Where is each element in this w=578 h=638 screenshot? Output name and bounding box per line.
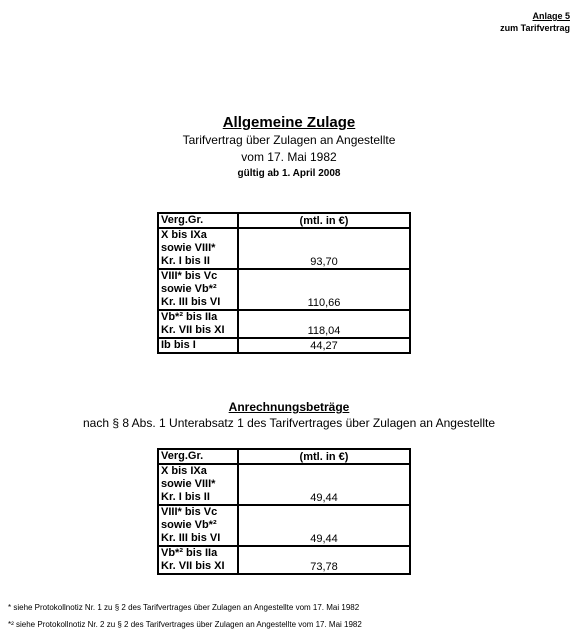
pay-group-line: Kr. VII bis XI <box>161 324 225 336</box>
amount-cell: 44,27 <box>238 338 410 353</box>
footnote: * siehe Protokollnotiz Nr. 1 zu § 2 des Tarifvertrages über Zulagen an Angestellte vom 17. Mai 1982 <box>8 603 360 612</box>
annex-number: Anlage 5 <box>532 11 570 21</box>
pay-group-line: Kr. III bis VI <box>161 296 221 308</box>
annex-reference: zum Tarifvertrag <box>500 23 570 33</box>
table-header-row <box>158 449 410 464</box>
annex-label <box>500 10 570 34</box>
document-title: Allgemeine Zulage <box>222 114 356 131</box>
table-row <box>158 338 410 353</box>
pay-group-line: Vb*² bis IIa <box>161 547 218 559</box>
section-heading: Anrechnungsbeträge <box>228 400 350 414</box>
pay-group-cell <box>158 310 238 338</box>
pay-group-line: sowie Vb*² <box>161 283 217 295</box>
column-header-amount: (mtl. in €) <box>238 449 410 464</box>
pay-group-line: sowie Vb*² <box>161 519 217 531</box>
pay-group-line: Kr. I bis II <box>161 491 210 503</box>
pay-group-line: sowie VIII* <box>161 242 216 254</box>
pay-group-cell <box>158 505 238 546</box>
amount-cell: 73,78 <box>238 546 410 574</box>
pay-group-cell <box>158 546 238 574</box>
amount-cell: 93,70 <box>238 228 410 269</box>
column-header-pay-group: Verg.Gr. <box>158 449 238 464</box>
pay-group-line: VIII* bis Vc <box>161 506 218 518</box>
table-header-row <box>158 213 410 228</box>
column-header-amount: (mtl. in €) <box>238 213 410 228</box>
pay-group-cell <box>158 228 238 269</box>
pay-group-line: Ib bis I <box>161 339 196 351</box>
allowance-table <box>157 212 411 354</box>
table-row <box>158 269 410 310</box>
footnote: *² siehe Protokollnotiz Nr. 2 zu § 2 des Tarifvertrages über Zulagen an Angestellte vom 17. Mai 1982 <box>8 620 362 629</box>
pay-group-line: Vb*² bis IIa <box>161 311 218 323</box>
pay-group-line: VIII* bis Vc <box>161 270 218 282</box>
pay-group-line: Kr. III bis VI <box>161 532 221 544</box>
validity-note: gültig ab 1. April 2008 <box>237 168 341 179</box>
amount-cell: 49,44 <box>238 464 410 505</box>
pay-group-line: Kr. I bis II <box>161 255 210 267</box>
document-subtitle: Tarifvertrag über Zulagen an Angestellte <box>182 133 396 147</box>
pay-group-cell <box>158 464 238 505</box>
pay-group-line: sowie VIII* <box>161 478 216 490</box>
table-row <box>158 546 410 574</box>
pay-group-line: Kr. VII bis XI <box>161 560 225 572</box>
table-row <box>158 464 410 505</box>
pay-group-line: X bis IXa <box>161 465 207 477</box>
table-row <box>158 310 410 338</box>
amount-cell: 110,66 <box>238 269 410 310</box>
pay-group-cell <box>158 269 238 310</box>
column-header-pay-group: Verg.Gr. <box>158 213 238 228</box>
offset-amounts-table <box>157 448 411 575</box>
amount-cell: 49,44 <box>238 505 410 546</box>
table-row <box>158 228 410 269</box>
amount-cell: 118,04 <box>238 310 410 338</box>
document-date: vom 17. Mai 1982 <box>241 150 337 164</box>
section-subheading: nach § 8 Abs. 1 Unterabsatz 1 des Tarifvertrages über Zulagen an Angestellte <box>82 416 496 430</box>
pay-group-cell <box>158 338 238 353</box>
pay-group-line: X bis IXa <box>161 229 207 241</box>
table-row <box>158 505 410 546</box>
